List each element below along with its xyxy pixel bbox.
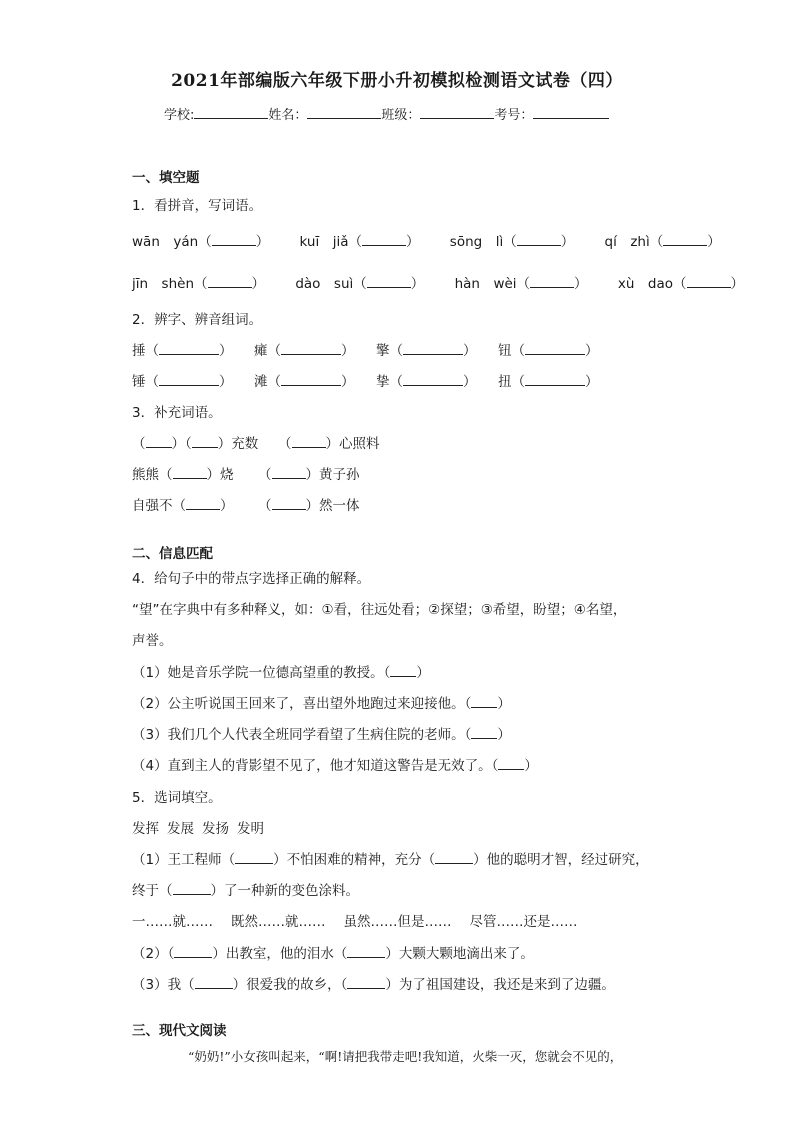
answer-blank[interactable] <box>367 274 411 288</box>
answer-blank[interactable] <box>403 341 463 355</box>
name-blank[interactable] <box>307 106 381 119</box>
conjunction-bank <box>132 910 596 930</box>
pinyin-item: xù dao（ ） <box>617 276 744 292</box>
idiom-item: （ ）然一体 <box>258 498 360 514</box>
answer-blank[interactable] <box>173 465 207 479</box>
answer-blank[interactable] <box>174 944 212 958</box>
word-bank <box>132 817 272 837</box>
answer-blank[interactable] <box>403 372 463 386</box>
answer-blank[interactable] <box>471 725 497 739</box>
character-row-1 <box>132 339 620 359</box>
character-item: 挚（ ） <box>376 374 477 390</box>
answer-blank[interactable] <box>525 341 585 355</box>
answer-blank[interactable] <box>471 694 497 708</box>
conjunction-option: 尽管……还是…… <box>469 914 578 930</box>
conjunction-option: 既然……就…… <box>231 914 326 930</box>
pinyin-item: dào suì（ ） <box>295 276 425 292</box>
answer-blank[interactable] <box>530 274 574 288</box>
question-2-stem: 2．辨字、辨音组词。 <box>132 312 263 328</box>
number-blank[interactable] <box>533 106 609 119</box>
answer-blank[interactable] <box>435 850 473 864</box>
exam-title: 2021年部编版六年级下册小升初模拟检测语文试卷（四） <box>171 71 623 91</box>
pinyin-item: wān yán（ ） <box>132 234 270 250</box>
answer-blank[interactable] <box>195 975 233 989</box>
idiom-item: （ ）黄子孙 <box>258 467 360 483</box>
pinyin-item: jīn shèn（ ） <box>132 276 266 292</box>
character-item: 扭（ ） <box>498 374 599 390</box>
pinyin-item: hàn wèi（ ） <box>454 276 588 292</box>
conjunction-option: 一……就…… <box>132 914 213 930</box>
question-4-intro-line-2: 声誉。 <box>132 633 173 649</box>
question-5-sentence-1: （1）王工程师（ ）不怕困难的精神，充分（ ）他的聪明才智，经过研究， <box>132 852 649 868</box>
school-blank[interactable] <box>194 106 268 119</box>
word-option: 发挥 <box>132 821 159 837</box>
answer-blank[interactable] <box>192 434 218 448</box>
answer-blank[interactable] <box>281 372 341 386</box>
question-4-item: （3）我们几个人代表全班同学看望了生病住院的老师。（ ） <box>132 727 511 743</box>
section-heading-fill: 一、填空题 <box>132 170 200 186</box>
answer-blank[interactable] <box>525 372 585 386</box>
answer-blank[interactable] <box>159 341 219 355</box>
number-label: 考号： <box>494 108 534 123</box>
answer-blank[interactable] <box>235 850 273 864</box>
school-label: 学校: <box>164 108 195 123</box>
answer-blank[interactable] <box>517 232 561 246</box>
answer-blank[interactable] <box>347 975 385 989</box>
pinyin-row-2 <box>132 272 770 292</box>
idiom-row-3 <box>132 494 386 514</box>
reading-passage-line: “奶奶!”小女孩叫起来，“啊!请把我带走吧!我知道，火柴一灭，您就会不见的， <box>188 1049 623 1064</box>
answer-blank[interactable] <box>687 274 731 288</box>
idiom-row-1 <box>132 432 406 452</box>
word-option: 发明 <box>237 821 264 837</box>
question-5-sentence-1-cont: 终于（ ）了一种新的变色涂料。 <box>132 883 359 899</box>
character-item: 瘫（ ） <box>254 343 355 359</box>
question-4-item: （4）直到主人的背影望不见了，他才知道这警告是无效了。（ ） <box>132 758 538 774</box>
answer-blank[interactable] <box>173 881 211 895</box>
answer-blank[interactable] <box>159 372 219 386</box>
idiom-item: 熊熊（ ）烧 <box>132 467 234 483</box>
question-5-stem: 5．选词填空。 <box>132 790 222 806</box>
answer-blank[interactable] <box>498 756 524 770</box>
idiom-row-2 <box>132 463 386 483</box>
character-item: 擎（ ） <box>376 343 477 359</box>
pinyin-item: sōng lì（ ） <box>449 234 575 250</box>
answer-blank[interactable] <box>186 496 220 510</box>
answer-blank[interactable] <box>146 434 172 448</box>
conjunction-option: 虽然……但是…… <box>343 914 452 930</box>
question-3-stem: 3．补充词语。 <box>132 405 222 421</box>
character-row-2 <box>132 370 620 390</box>
name-label: 姓名： <box>268 108 308 123</box>
section-heading-reading: 三、现代文阅读 <box>132 1023 227 1039</box>
character-item: 捶（ ） <box>132 343 233 359</box>
word-option: 发展 <box>167 821 194 837</box>
section-heading-match: 二、信息匹配 <box>132 546 213 562</box>
answer-blank[interactable] <box>663 232 707 246</box>
pinyin-item: qí zhì（ ） <box>604 234 721 250</box>
idiom-item: （ ）（ ）充数 <box>132 436 259 452</box>
character-item: 钮（ ） <box>498 343 599 359</box>
pinyin-row-1 <box>132 230 747 250</box>
idiom-item: 自强不（ ） <box>132 498 234 514</box>
student-info-line <box>164 104 609 123</box>
question-4-item: （1）她是音乐学院一位德高望重的教授。（ ） <box>132 665 430 681</box>
class-blank[interactable] <box>420 106 494 119</box>
answer-blank[interactable] <box>362 232 406 246</box>
character-item: 滩（ ） <box>254 374 355 390</box>
idiom-item: （ ）心照料 <box>278 436 380 452</box>
answer-blank[interactable] <box>272 465 306 479</box>
question-4-intro-line-1: “望”在字典中有多种释义，如：①看，往远处看；②探望；③希望，盼望；④名望， <box>132 602 627 618</box>
answer-blank[interactable] <box>208 274 252 288</box>
question-4-stem: 4．给句子中的带点字选择正确的解释。 <box>132 571 371 587</box>
question-4-item: （2）公主听说国王回来了，喜出望外地跑过来迎接他。（ ） <box>132 696 511 712</box>
answer-blank[interactable] <box>281 341 341 355</box>
answer-blank[interactable] <box>390 663 416 677</box>
answer-blank[interactable] <box>347 944 385 958</box>
question-5-sentence-2: （2）（ ）出教室，他的泪水（ ）大颗大颗地滴出来了。 <box>132 946 534 962</box>
question-5-sentence-3: （3）我（ ）很爱我的故乡，（ ）为了祖国建设，我还是来到了边疆。 <box>132 977 615 993</box>
answer-blank[interactable] <box>212 232 256 246</box>
character-item: 锤（ ） <box>132 374 233 390</box>
word-option: 发扬 <box>202 821 229 837</box>
pinyin-item: kuī jiǎ（ ） <box>299 234 420 250</box>
answer-blank[interactable] <box>272 496 306 510</box>
question-1-stem: 1．看拼音，写词语。 <box>132 198 263 214</box>
answer-blank[interactable] <box>292 434 326 448</box>
class-label: 班级： <box>381 108 421 123</box>
